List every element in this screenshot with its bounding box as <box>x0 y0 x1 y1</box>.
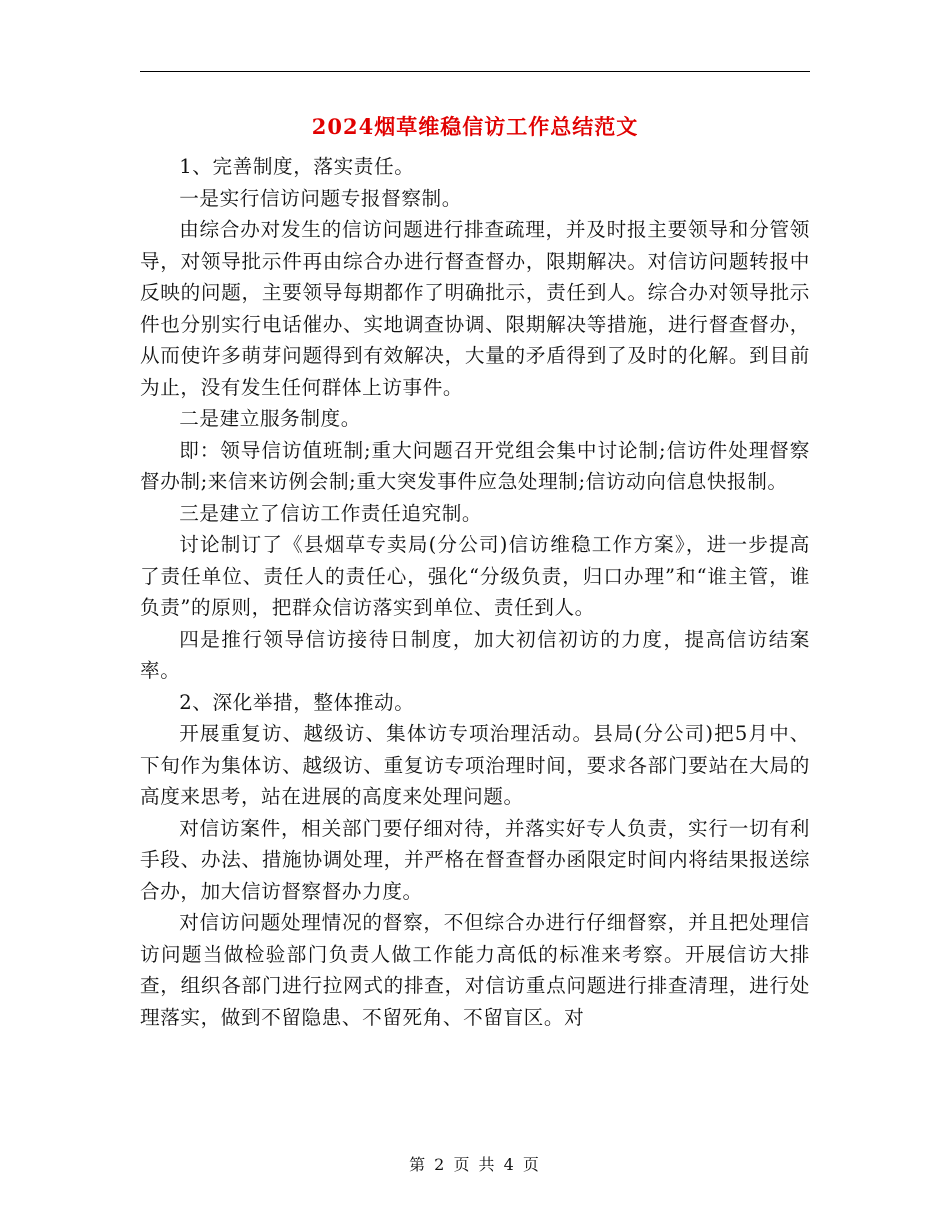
paragraph-9: 2、深化举措，整体推动。 <box>179 690 415 714</box>
paragraph-4: 二是建立服务制度。 <box>179 407 361 430</box>
paragraph-7: 讨论制订了《县烟草专卖局(分公司)信访维稳工作方案》，进一步提高了责任单位、责任人的责任心，强化“分级负责，归口办理”和“谁主管，谁负责”的原则，把群众信访落实到单位、责任到人。 <box>140 533 810 619</box>
paragraph-12: 对信访问题处理情况的督察，不但综合办进行仔细督察，并且把处理信访问题当做检验部门负责人做工作能力高低的标准来考察。开展信访大排查，组织各部门进行拉网式的排查，对信访重点问题进行排查清理，进行处理落实，做到不留隐患、不留死角、不留盲区。对 <box>140 911 810 1029</box>
paragraph-2: 一是实行信访问题专报督察制。 <box>179 186 462 210</box>
paragraph-11: 对信访案件，相关部门要仔细对待，并落实好专人负责，实行一切有利手段、办法、措施协调处理，并严格在督查督办函限定时间内将结果报送综合办，加大信访督察督办力度。 <box>140 816 810 903</box>
paragraph-6: 三是建立了信访工作责任追究制。 <box>179 501 483 525</box>
paragraph-10: 开展重复访、越级访、集体访专项治理活动。县局(分公司)把5月中、下旬作为集体访、越级访、重复访专项治理时间，要求各部门要站在大局的高度来思考，站在进展的高度来处理问题。 <box>140 722 810 808</box>
page-number: 第 2 页 共 4 页 <box>409 1155 541 1174</box>
paragraph-3: 由综合办对发生的信访问题进行排查疏理，并及时报主要领导和分管领导，对领导批示件再由综合办进行督查督办，限期解决。对信访问题转报中反映的问题，主要领导每期都作了明确批示，责任到人。综合办对领导批示件也分别实行电话催办、实地调查协调、限期解决等措施，进行督查督办，从而使许多萌芽问题得到有效解决，大量的矛盾得到了及时的化解。到目前为止，没有发生任何群体上访事件。 <box>140 218 810 399</box>
document-body <box>140 151 810 1033</box>
paragraph-5: 即：领导信访值班制;重大问题召开党组会集中讨论制;信访件处理督察督办制;来信来访例会制;重大突发事件应急处理制;信访动向信息快报制。 <box>140 438 810 493</box>
header-rule <box>140 71 810 72</box>
document-title: 2024烟草维稳信访工作总结范文 <box>311 114 639 139</box>
paragraph-1: 1、完善制度，落实责任。 <box>179 155 415 178</box>
paragraph-8: 四是推行领导信访接待日制度，加大初信初访的力度，提高信访结案率。 <box>140 627 810 682</box>
